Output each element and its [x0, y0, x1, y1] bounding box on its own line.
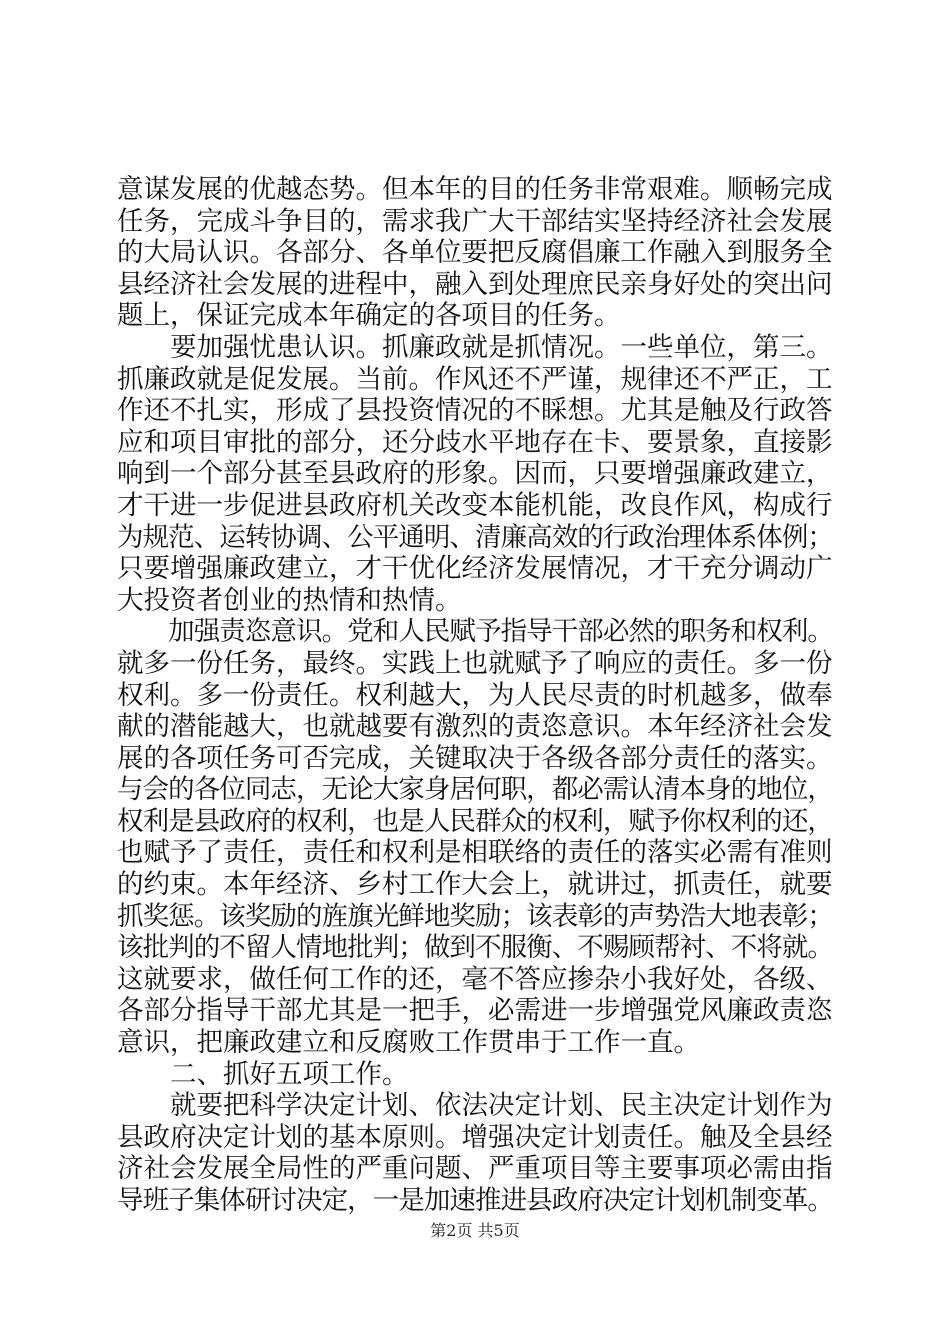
text-line: 权利是县政府的权利，也是人民群众的权利，赋予你权利的还，: [117, 805, 833, 837]
text-line: 意谋发展的优越态势。但本年的目的任务非常艰难。顺畅完成: [117, 174, 833, 205]
text-line: 抓廉政就是促发展。当前。作风还不严谨，规律还不严正，工: [117, 363, 833, 395]
text-line: 只要增强廉政建立，才干优化经济发展情况，才干充分调动广: [117, 553, 833, 585]
text-line: 济社会发展全局性的严重问题、严重项目等主要事项必需由指: [117, 1153, 833, 1185]
text-line: 响到一个部分甚至县政府的形象。因而，只要增强廉政建立，: [117, 458, 833, 490]
text-line: 应和项目审批的部分，还分歧水平地存在卡、要景象，直接影: [117, 426, 833, 458]
text-line: 各部分指导干部尤其是一把手，必需进一步增强党风廉政责恣: [117, 995, 833, 1027]
page-footer: 第2页 共5页: [430, 1221, 520, 1240]
text-line: 展的各项任务可否完成，关键取决于各级各部分责任的落实。: [117, 742, 833, 774]
text-line: 就多一份任务，最终。实践上也就赋予了响应的责任。多一份: [117, 647, 833, 679]
text-line: 要加强忧患认识。抓廉政就是抓情况。一些单位，第三。: [117, 331, 833, 363]
text-line: 大投资者创业的热情和热情。: [117, 584, 462, 616]
text-line: 二、抓好五项工作。: [117, 1058, 409, 1090]
text-line: 也赋予了责任，责任和权利是相联络的责任的落实必需有准则: [117, 837, 833, 869]
text-line: 才干进一步促进县政府机关改变本能机能，改良作风，构成行: [117, 489, 833, 521]
text-line: 就要把科学决定计划、依法决定计划、民主决定计划作为: [117, 1090, 833, 1122]
text-line: 该批判的不留人情地批判；做到不服衡、不赐顾帮衬、不将就。: [117, 932, 833, 964]
text-line: 的约束。本年经济、乡村工作大会上，就讲过，抓责任，就要: [117, 869, 833, 901]
text-line: 这就要求，做任何工作的还，毫不答应掺杂小我好处，各级、: [117, 963, 833, 995]
text-line: 县政府决定计划的基本原则。增强决定计划责任。触及全县经: [117, 1121, 833, 1153]
text-line: 作还不扎实，形成了县投资情况的不睬想。尤其是触及行政答: [117, 395, 833, 427]
text-line: 与会的各位同志，无论大家身居何职，都必需认清本身的地位，: [117, 774, 833, 806]
text-line: 权利。多一份责任。权利越大，为人民尽责的时机越多，做奉: [117, 679, 833, 711]
text-line: 导班子集体研讨决定，一是加速推进县政府决定计划机制变革。: [117, 1185, 833, 1216]
text-line: 为规范、运转协调、公平通明、清廉高效的行政治理体系体例；: [117, 521, 833, 553]
text-line: 任务，完成斗争目的，需求我广大干部结实坚持经济社会发展: [117, 205, 833, 237]
text-line: 县经济社会发展的进程中，融入到处理庶民亲身好处的突出问: [117, 268, 833, 300]
text-line: 意识，把廉政建立和反腐败工作贯串于工作一直。: [117, 1027, 700, 1059]
text-line: 抓奖惩。该奖励的旌旗光鲜地奖励；该表彰的声势浩大地表彰；: [117, 900, 833, 932]
body-text: [117, 174, 833, 1217]
text-line: 的大局认识。各部分、各单位要把反腐倡廉工作融入到服务全: [117, 237, 833, 269]
text-line: 题上，保证完成本年确定的各项目的任务。: [117, 300, 621, 332]
text-line: 加强责恣意识。党和人民赋予指导干部必然的职务和权利。: [117, 616, 833, 648]
text-line: 献的潜能越大，也就越要有激烈的责恣意识。本年经济社会发: [117, 711, 833, 743]
